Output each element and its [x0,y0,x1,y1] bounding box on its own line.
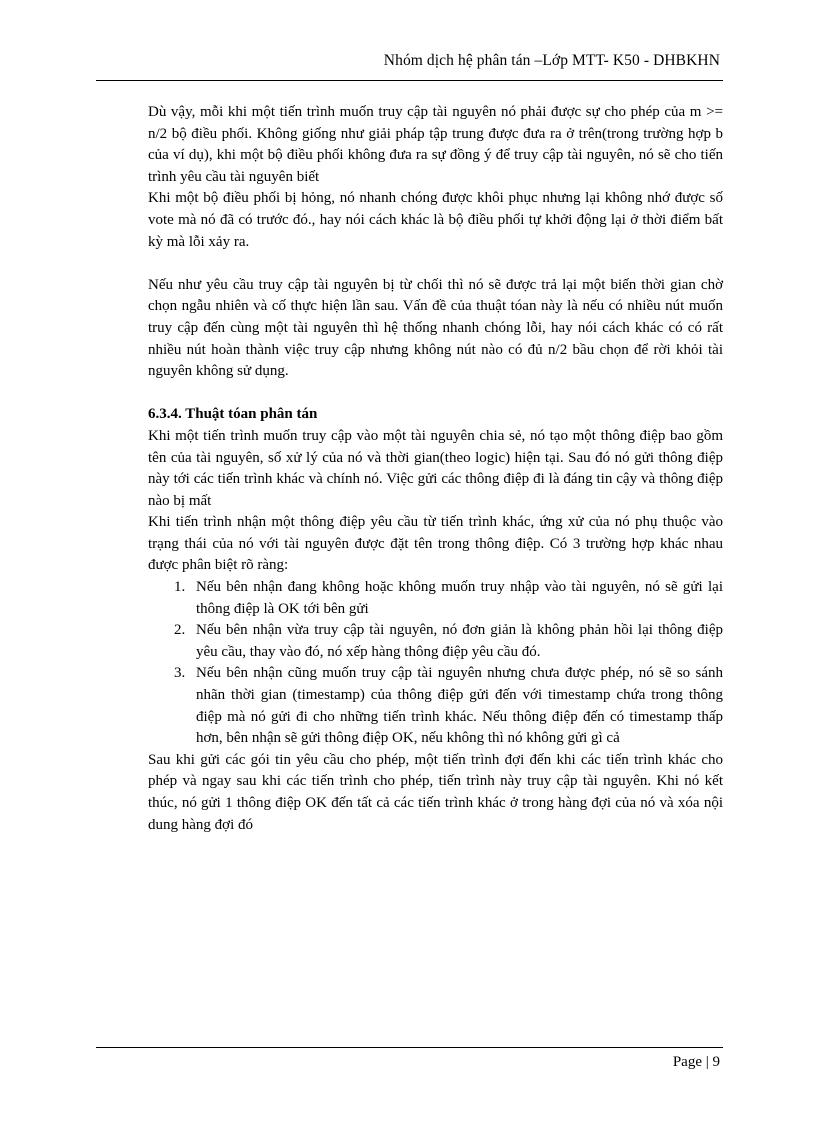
paragraph-voting-requirement: Dù vậy, mỗi khi một tiến trình muốn truy cập tài nguyên nó phải được sự cho phép của m >= n/2 bộ điều phối. Không giống như giải pháp tập trung được đưa ra ở trên(trong trường hợp b của ví dụ), khi một bộ điều phối không đưa ra sự đồng ý để truy cập tài nguyên, nó sẽ cho tiến trình yêu cầu tài nguyên biết [148,104,723,185]
list-item-text: Nếu bên nhận cũng muốn truy cập tài nguyên nhưng chưa được phép, nó sẽ so sánh nhãn thời gian (timestamp) của thông điệp gửi đến với timestamp chứa trong thông điệp mà nó gửi đi cho những tiến trình khác. Nếu thông điệp đến có timestamp thấp hơn, bên nhận sẽ gửi thông điệp OK, nếu không thì nó không gửi gì cả [196,665,723,747]
list-item [174,663,723,749]
page-number: Page | 9 [672,1054,720,1070]
list-item [174,577,723,620]
page-header: Nhóm dịch hệ phân tán –Lớp MTT- K50 - DHBKHN [383,52,720,69]
list-item-text: Nếu bên nhận vừa truy cập tài nguyên, nó đơn giản là không phản hồi lại thông điệp yêu cầu, thay vào đó, nó xếp hàng thông điệp yêu cầu đó. [196,622,723,660]
header-divider [96,80,723,81]
paragraph-spacer [148,383,723,405]
paragraph-spacer [148,253,723,275]
list-item-number: 3. [174,665,186,682]
paragraph-access-denied: Nếu như yêu cầu truy cập tài nguyên bị từ chối thì nó sẽ được trả lại một biến thời gian chờ chọn ngẫu nhiên và cố thực hiện lần sau. Vấn đề của thuật tóan này là nếu có nhiều nút muốn truy cập đến cùng một tài nguyên thì hệ thống nhanh chóng lỗi, hay nói cách khác có có rất nhiều nút hoàn thành việc truy cập nhưng không nút nào có đủ n/2 bầu chọn để rời khỏi tài nguyên không sử dụng. [148,276,723,380]
paragraph-coordinator-failure: Khi một bộ điều phối bị hỏng, nó nhanh chóng được khôi phục nhưng lại không nhớ được số vote mà nó đã có trước đó., hay nói cách khác là bộ điều phối tự khởi động lại ở thời điểm bất kỳ mà lỗi xảy ra. [148,190,723,250]
footer-divider [96,1047,723,1048]
paragraph-after-permission: Sau khi gửi các gói tin yêu cầu cho phép, một tiến trình đợi đến khi các tiến trình khác cho phép và ngay sau khi các tiến trình cho phép, tiến trình này truy cập tài nguyên. Khi nó kết thúc, nó gửi 1 thông điệp OK đến tất cả các tiến trình khác ở trong hàng đợi của nó và xóa nội dung hàng đợi đó [148,751,723,833]
paragraph-request-message: Khi một tiến trình muốn truy cập vào một tài nguyên chia sẻ, nó tạo một thông điệp bao gồm tên của tài nguyên, số xử lý của nó và thời gian(theo logic) hiện tại. Sau đó nó gửi thông điệp này tới các tiến trình khác và chính nó. Việc gửi các thông điệp đi là đáng tin cậy và thông điệp nào bị mất [148,427,723,509]
section-heading: 6.3.4. Thuật tóan phân tán [148,406,318,423]
document-body [148,102,723,836]
list-item [174,620,723,663]
list-item-number: 2. [174,622,186,639]
paragraph-receiver-behavior: Khi tiến trình nhận một thông điệp yêu cầu từ tiến trình khác, ứng xử của nó phụ thuộc vào trạng thái của nó với tài nguyên được đặt tên trong thông điệp. Có 3 trường hợp khác nhau được phân biệt rõ ràng: [148,514,723,574]
list-item-text: Nếu bên nhận đang không hoặc không muốn truy nhập vào tài nguyên, nó sẽ gửi lại thông điệp là OK tới bên gửi [196,579,723,617]
list-item-number: 1. [174,579,186,596]
case-list [148,577,723,750]
